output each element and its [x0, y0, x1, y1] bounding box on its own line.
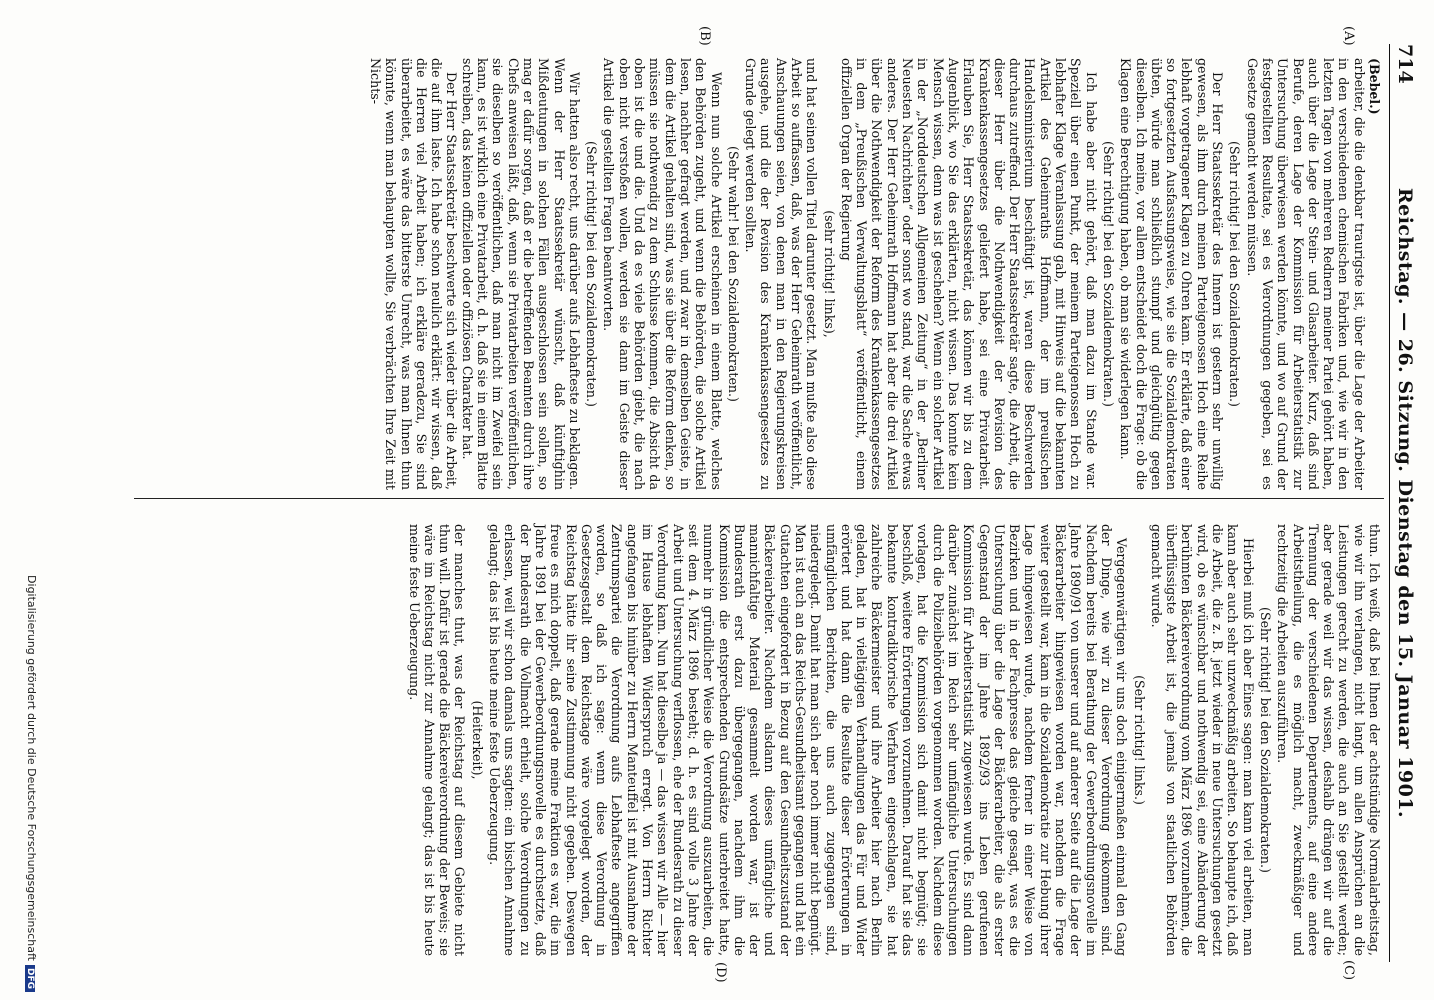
interjection: (Sehr richtig! bei den Sozialdemokraten.): [1257, 607, 1273, 873]
digitization-credit: [25, 8, 38, 992]
dfg-logo: DFG: [25, 965, 35, 992]
speaker-label: (Bebel.): [1367, 58, 1382, 115]
page-number: 714: [1394, 44, 1416, 84]
interjection: (Sehr richtig! bei den Sozialdemokraten.): [1100, 141, 1116, 407]
paragraph: Vergegenwärtigen wir uns doch einigermaßen einmal den Gang der Dinge, wie wir zu dieser Verordnung gekommen sind. Nachdem bereits bei Berathung der Gewerbeordnungsnovelle im Jahre 1890/91 von unserer und auf anderer Seite auf die Lage der Bäckerarbeiter hingewiesen worden war, nachdem die Frage weiter gestellt war, kam in die Sozialdemokratie zur Hebung ihrer Lage hingewiesen wurde, nachdem ferner in einer Weise von Bezirken und in der Fachpresse das gleiche gesagt, was es die Untersuchung über die Lage der Bäckerarbeiter, die als erster Gegenstand der im Jahre 1892/93 ins Leben gerufenen Kommission für Arbeiterstatistik zugewiesen wurde. Es sind dann darüber zunächst im Reich sehr umfängliche Untersuchungen durch die Polizeibehörden vorgenommen worden. Nachdem diese vorlagen, hat die Kommission sich damit nicht begnügt; sie beschloß, weitere Erörterungen vorzunehmen. Darauf hat sie das bekannte kontradiktorische Verfahren eingeschlagen, sie hat zahlreiche Bäckermeister und ihre Arbeiter hier nach Berlin geladen, hat in vieltägigen Verhandlungen das Für und Wider erörtert und hat dann die Resultate dieser Erörterungen in umfänglichen Berichten, die uns auch zugegangen sind, niedergelegt. Damit hat man sich aber noch immer nicht begnügt. Man ist auch an das Reichs-Gesundheitsamt gegangen und hat ein Gutachten eingefordert in Bezug auf den Gesundheitszustand der Bäckereiarbeiter. Nachdem alsdann dieses umfängliche und mannichfaltige Material gesammelt worden war, ist der Bundesrath erst dazu übergegangen, nachdem ihm die Kommission die entsprechenden Grundsätze unterbreitet hatte, nunmehr in gründlicher Weise die Verordnung auszuarbeiten, die seit dem 4. März 1896 besteht; d. h. es sind volle 3 Jahre der Arbeit und Untersuchung verflossen, ehe der Bundesrath zu dieser Verordnung kam. Nun hat dieselbe ja — das wissen wir Alle — hier im Hause lebhaften Widerspruch erregt. Von Herrn Richter angefangen bis hinüber zu Herrn Manteuffel ist mit Ausnahme der Zentrumspartei die Verordnung aufs Lebhafteste angegriffen worden, so daß ich sage: wenn diese Verordnung in Gesetzesgestalt dem Reichstage wäre vorgelegt worden, der Reichstag hätte ihr seine Zustimmung nicht gegeben. Deswegen freue es mich doppelt, daß gerade meine Fraktion es war, die im Jahre 1891 bei der Gewerbeordnungsnovelle es durchsetzte, daß der Bundesrath die Vollmacht erhielt, solche Verordnungen zu erlassen, weil wir schon damals uns sagten: ein bischen Annahme gelangt; das ist bis heute meine feste Ueberzeugung.: [487, 524, 1130, 956]
interjection: (Heiterkeit),: [469, 700, 485, 780]
page-title: Reichstag. — 26. Sitzung. Dienstag den 15. Januar 1901.: [1394, 187, 1416, 819]
paragraph: Wir hatten also recht, uns darüber aufs Lebhafteste zu beklagen. Wenn der Herr Staatssekretär wünscht, daß künftighin Mißdeutungen in solchen Fällen ausgeschlossen sein sollen, so mag er dafür sorgen, daß er die betreffenden Beamten durch ihre Chefs anweisen läßt, daß, wenn sie Privatarbeiten veröffentlichen, sie dieselben so veröffentlichen, daß man nicht im Zweifel sein kann, es ist wirklich eine Privatarbeit, d. h. daß sie in einem Blatte schreiben, das keinen offiziellen oder offiziösen Charakter hat.: [459, 58, 582, 490]
paragraph: thun. Ich weiß, daß bei Ihnen der achtstündige Normalarbeitstag, wie wir ihn verlangen, nicht langt, um allen Ansprüchen an die Leistungen gerecht zu werden, die auch an Sie gestellt werden; aber gerade weil wir das wissen, deshalb drängen wir auf die Trennung der verschiedenen Departements, auf eine andere Arbeitstheilung, die es möglich macht, zweckmäßiger und rechtzeitig die Arbeiten auszuführen.: [1275, 524, 1382, 956]
interjection: (sehr richtig! links),: [821, 210, 837, 338]
interjection: (Sehr wahr! bei den Sozialdemokraten.): [725, 146, 741, 402]
paragraph: arbeiter, die die denkbar traurigste ist, über die Lage der Arbeiter in den verschiedenen chemischen Fabriken und, wie wir in den letzten Tagen von mehreren Rednern meiner Partei gehört haben, auch über die Lage der Stein- und Glasarbeiter. Kurz, daß sind Berufe, deren Lage der Kommission für Arbeiterstatistik zur Untersuchung überwiesen werden könnte, und wo auf Grund der festgestellten Resultate, sei es Verordnungen gegeben, sei es Gesetze gemacht werden müssen.: [1244, 58, 1367, 490]
paragraph: Der Herr Staatssekretär beschwerte sich wieder über die Arbeit, die auf ihm laste. Ich habe schon neulich erklärt: wir wissen, daß die Herren viel Arbeit haben; ich erkläre geradezu, Sie sind überarbeitet, es wäre das bitterste Unrecht, was man Ihnen thun könnte, wenn man behaupten wollte, Sie verbrächten Ihre Zeit mit Nichts-: [368, 58, 460, 490]
right-column: [406, 524, 1382, 956]
paragraph: der manches thut, was der Reichstag auf diesem Gebiete nicht thun will. Dafür ist gerade die Bäckereiverordnung der Beweis; sie wäre im Reichstag nicht zur Annahme gelangt; das ist bis heute meine feste Ueberzeugung.: [406, 524, 468, 956]
left-column: [368, 58, 1382, 490]
interjection: (Sehr richtig! bei den Sozialdemokraten.): [1227, 141, 1243, 407]
interjection: (Sehr richtig! links.): [1131, 675, 1147, 805]
paragraph: Der Herr Staatssekretär des Innern ist gestern sehr unwillig gewesen, als ihm durch meinen Parteigenossen Hoch eine Reihe lebhaft vorgetragener Klagen zu Ohren kam. Er erklärte, daß einer so fortgesetzten Ausfassungsweise, wie sie die Sozialdemokraten übten, würde man schließlich stumpf und gleichgültig gegen dieselben. Ich meine, vor allem entscheidet doch die Frage: ob die Klagen eine Berechtigung haben, ob man sie widerlegen kann.: [1118, 58, 1226, 490]
column-divider: [134, 498, 1384, 499]
paragraph: Ich habe aber nicht gehört, daß man dazu im Stande war. Speziell über einen Punkt, der meinem Parteigenossen Hoch zu lebhafter Klage Veranlassung gab, mit Hinweis auf die bekannten Artikel des Geheimraths Hoffmann, der im preußischen Handelsministerium beschäftigt ist, waren diese Beschwerden durchaus zutreffend. Der Herr Staatssekretär sagte, die Arbeit, die dieser Herr über die Nothwendigkeit der Revision des Krankenkassengesetzes geliefert habe, sei eine Privatarbeit. Erlauben Sie, Herr Staatssekretär, das können wir bis zu dem Augenblick, wo Sie das erklärten, nicht wissen. Das konnte kein Mensch wissen, denn was ist geschehen? Wenn ein solcher Artikel in der „Norddeutschen Allgemeinen Zeitung“ in der „Berliner Neuesten Nachrichten“ oder sonst wo stand, war die Sache etwas anderes. Der Herr Geheimrath Hoffmann hat aber die drei Artikel über die Nothwendigkeit der Reform des Krankenkassengesetzes in dem „Preußischen Verwaltungsblatt“ veröffentlicht, einem offiziellen Organ der Regierung: [838, 58, 1099, 490]
interjection: (Sehr richtig! bei den Sozialdemokraten.): [584, 141, 600, 407]
paragraph: Hierbei muß ich aber Eines sagen: man kann viel arbeiten, man kann aber auch sehr unzweckmäßig arbeiten. So behaupte ich, daß die Arbeit, die z. B. jetzt wieder in neue Untersuchungen gesetzt wird, ob es wünschbar und nothwendig sei, eine Abänderung der berühmten Bäckereiverordnung vom März 1896 vorzunehmen, die überflüssigste Arbeit ist, die jemals von staatlichen Behörden gemacht wurde.: [1148, 524, 1256, 956]
paragraph: Wenn nun solche Artikel erscheinen in einem Blatte, welches den Behörden zugeht, und wenn die Behörden, die solche Artikel lesen, nachher gefragt werden, und zwar in demselben Geiste, in dem die Artikel gehalten sind, was sie über die Reform denken, so müssen sie nothwendig zu dem Schlusse kommen, die Absicht da oben ist die und die. Und da es viele Behörden giebt, die nach oben nicht verstoßen wollen, werden sie dann im Geiste dieser Artikel die gestellten Fragen beantworten.: [601, 58, 724, 490]
margin-mark-d: (D): [713, 962, 728, 983]
margin-mark-c: (C): [1341, 960, 1356, 981]
page-header: [1389, 44, 1416, 962]
paragraph: und hat seinen vollen Titel darunter gesetzt. Man mußte also diese Arbeit so auffassen, daß, was der Herr Geheimrath veröffentlicht, Anschauungen seien, von denen man in den Regierungskreisen ausgehe, und die der Revision des Krankenkassengesetzes zu Grunde gelegt werden sollten.: [743, 58, 820, 490]
margin-mark-b: (B): [697, 26, 712, 46]
credit-text: Digitalisierung gefördert durch die Deutsche Forschungsgemeinschaft: [25, 575, 38, 961]
margin-mark-a: (A): [1341, 26, 1356, 46]
